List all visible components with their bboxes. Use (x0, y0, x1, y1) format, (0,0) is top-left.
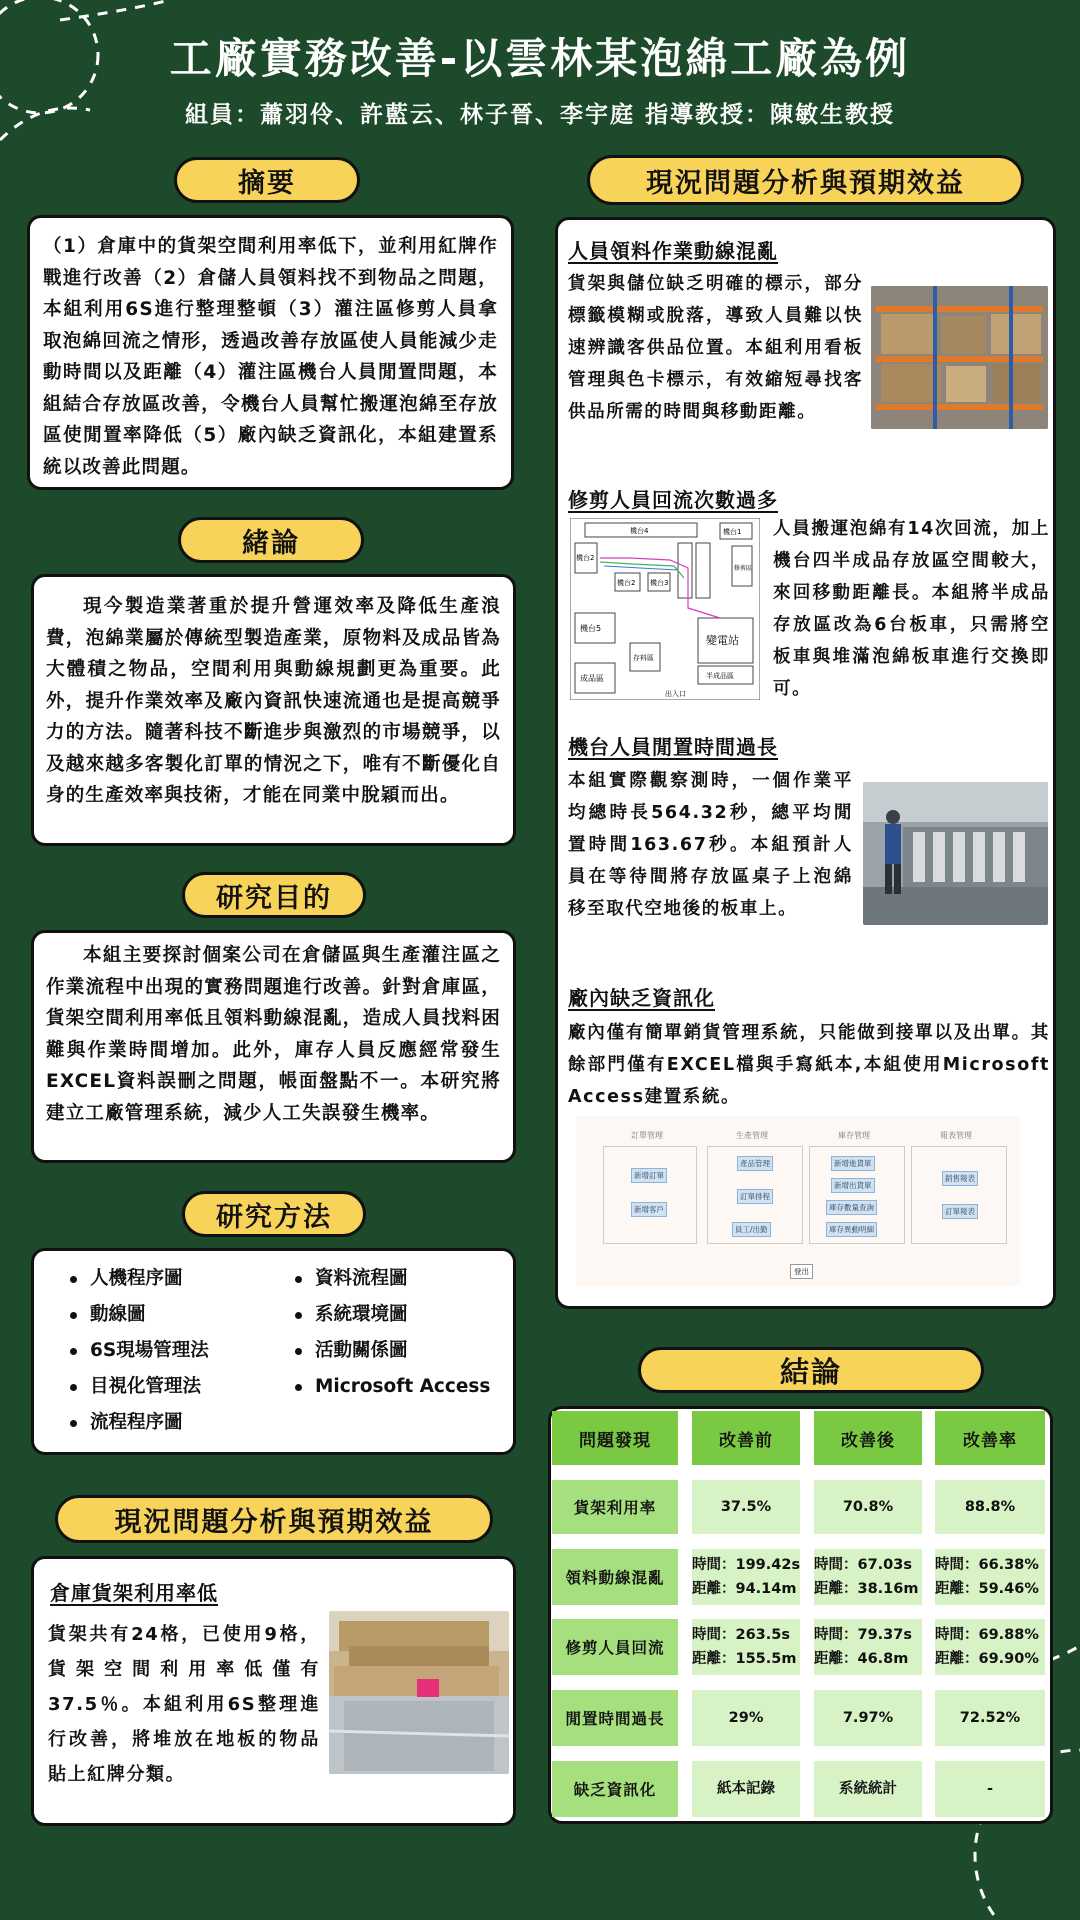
table-cell: 時間：67.03s 距離：38.16m (814, 1549, 922, 1605)
row-label: 修剪人員回流 (552, 1619, 678, 1675)
table-header: 改善前 (692, 1411, 800, 1465)
map-trim-area: 修剪區 (734, 565, 753, 572)
sys-col-title: 訂單管理 (631, 1131, 663, 1140)
purpose-card (31, 930, 516, 1163)
warehouse-shelf-photo (871, 286, 1048, 429)
abstract-heading: 摘要 (174, 157, 360, 203)
list-item: 活動關係圖 (293, 1333, 490, 1369)
sys-button[interactable]: 新增客戶 (631, 1202, 667, 1217)
map-finished-area: 成品區 (580, 674, 604, 683)
table-header: 改善率 (935, 1411, 1045, 1465)
sys-button[interactable]: 訂單報表 (942, 1204, 978, 1219)
table-cell: 系統統計 (814, 1761, 922, 1817)
table-header: 問題發現 (552, 1411, 678, 1465)
row-label: 領料動線混亂 (552, 1549, 678, 1605)
sys-button[interactable]: 庫存數量查詢 (826, 1200, 877, 1215)
map-machine4: 機台4 (630, 527, 649, 535)
purpose-heading: 研究目的 (182, 872, 366, 918)
list-item: 資料流程圖 (293, 1261, 490, 1297)
list-item: 動線圖 (68, 1297, 209, 1333)
s1-title: 人員領料作業動線混亂 (568, 239, 778, 263)
list-item: 流程程序圖 (68, 1405, 209, 1441)
map-machine2: 機台2 (617, 579, 636, 587)
s2-text: 人員搬運泡綿有14次回流，加上機台四半成品存放區空間較大，來回移動距離長。本組將半成品存放區改為6台板車，只需將空板車與堆滿泡綿板車進行交換即可。 (773, 519, 1050, 699)
factory-layout-map (570, 518, 760, 700)
list-item: 系統環境圖 (293, 1297, 490, 1333)
sys-button[interactable]: 庫存異動明細 (826, 1222, 877, 1237)
table-cell: 時間：79.37s 距離：46.8m (814, 1619, 922, 1675)
map-machine5: 機台5 (580, 624, 602, 633)
map-stock-area: 存料區 (633, 654, 654, 662)
sys-button[interactable]: 新增訂單 (631, 1168, 667, 1183)
poster-subtitle: 組員：蕭羽伶、許藍云、林子晉、李宇庭 指導教授：陳敏生教授 (184, 102, 895, 128)
s4-text: 廠內僅有簡單銷貨管理系統，只能做到接單以及出單。其餘部門僅有EXCEL檔與手寫紙本,本組使用Microsoft Access建置系統。 (568, 1023, 1050, 1107)
s3-text: 本組實際觀察測時，一個作業平均總時長564.32秒，總平均閒置時間163.67秒。本組預計人員在等待間將存放區桌子上泡綿移至取代空地後的板車上。 (568, 771, 853, 919)
s4-title: 廠內缺乏資訊化 (568, 986, 715, 1010)
methods-right-list (293, 1261, 490, 1405)
map-semi-area: 半成品區 (706, 672, 734, 680)
table-cell: 70.8% (814, 1480, 922, 1534)
s1-text: 貨架與儲位缺乏明確的標示，部分標籤模糊或脫落，導致人員難以快速辨識客供品位置。本組利用看板管理與色卡標示，有效縮短尋找客供品所需的時間與移動距離。 (568, 274, 863, 422)
table-cell: 紙本記錄 (692, 1761, 800, 1817)
table-cell: 時間：199.42s 距離：94.14m (692, 1549, 800, 1605)
abstract-text: （1）倉庫中的貨架空間利用率低下，並利用紅牌作戰進行改善（2）倉儲人員領料找不到物品之問題，本組利用6S進行整理整頓（3）灌注區修剪人員拿取泡綿回流之情形，透過改善存放區使人員能減少走動時間以及距離（4）灌注區機台人員閒置問題，本組結合存放區改善，令機台人員幫忙搬運泡綿至存放區使閒置率降低（5）廠內缺乏資訊化，本組建置系統以改善此問題。 (43, 236, 498, 478)
table-cell: 72.52% (935, 1690, 1045, 1746)
map-machine2-left: 機台2 (576, 554, 595, 562)
table-cell: 7.97% (814, 1690, 922, 1746)
table-header: 改善後 (814, 1411, 922, 1465)
right-analysis-heading: 現況問題分析與預期效益 (587, 155, 1024, 205)
sys-button[interactable]: 產品管理 (737, 1156, 773, 1171)
machine-operator-photo (863, 782, 1048, 925)
table-cell: 29% (692, 1690, 800, 1746)
left-analysis-subheading: 倉庫貨架利用率低 (50, 1581, 218, 1605)
intro-text: 現今製造業著重於提升營運效率及降低生產浪費，泡綿業屬於傳統型製造產業，原物料及成品皆為大體積之物品，空間利用與動線規劃更為重要。此外，提升作業效率及廠內資訊快速流通也是提高競爭力的方法。隨著科技不斷進步與激烈的市場競爭，以及越來越多客製化訂單的情況之下，唯有不斷優化自身的生產效率與技術，才能在同業中脫穎而出。 (46, 596, 501, 806)
table-cell: 37.5% (692, 1480, 800, 1534)
list-item: 目視化管理法 (68, 1369, 209, 1405)
methods-card (31, 1248, 516, 1455)
s3-title: 機台人員閒置時間過長 (568, 735, 778, 759)
purpose-text: 本組主要探討個案公司在倉儲區與生產灌注區之作業流程中出現的實務問題進行改善。針對倉庫區，貨架空間利用率低且領料動線混亂，造成人員找料困難與作業時間增加。此外，庫存人員反應經常發生EXCEL資料誤刪之問題，帳面盤點不一。本研究將建立工廠管理系統，減少人工失誤發生機率。 (46, 945, 501, 1124)
right-analysis-card (555, 217, 1056, 1309)
sys-button[interactable]: 銷售報表 (942, 1171, 978, 1186)
list-item: 6S現場管理法 (68, 1333, 209, 1369)
row-label: 缺乏資訊化 (552, 1761, 678, 1817)
s2-title: 修剪人員回流次數過多 (568, 488, 778, 512)
methods-left-list (68, 1261, 209, 1441)
table-cell: 時間：69.88% 距離：69.90% (935, 1619, 1045, 1675)
map-machine1: 機台1 (723, 528, 742, 536)
map-entrance: 出入口 (665, 690, 686, 698)
row-label: 貨架利用率 (552, 1480, 678, 1534)
list-item: Microsoft Access (293, 1369, 490, 1405)
sys-button[interactable]: 新增進貨單 (831, 1156, 875, 1171)
system-screenshot (576, 1116, 1020, 1286)
sys-col-title: 庫存管理 (838, 1131, 870, 1140)
intro-heading: 緒論 (178, 517, 364, 563)
table-cell: - (935, 1761, 1045, 1817)
sys-logout-button[interactable]: 登出 (790, 1264, 813, 1279)
left-analysis-heading: 現況問題分析與預期效益 (55, 1495, 493, 1543)
sys-button[interactable]: 訂單排程 (737, 1189, 773, 1204)
map-substation: 變電站 (706, 634, 739, 647)
sys-col-title: 生產管理 (736, 1131, 768, 1140)
abstract-card (27, 215, 514, 490)
table-cell: 時間：263.5s 距離：155.5m (692, 1619, 800, 1675)
table-cell: 時間：66.38% 距離：59.46% (935, 1549, 1045, 1605)
sys-button[interactable]: 員工/出勤 (732, 1222, 771, 1237)
cardboard-stack-photo (329, 1611, 509, 1774)
row-label: 閒置時間過長 (552, 1690, 678, 1746)
left-analysis-card (31, 1556, 516, 1826)
methods-heading: 研究方法 (182, 1191, 366, 1237)
sys-button[interactable]: 新增出貨單 (831, 1178, 875, 1193)
list-item: 人機程序圖 (68, 1261, 209, 1297)
map-machine3: 機台3 (650, 579, 669, 587)
poster-title: 工廠實務改善-以雲林某泡綿工廠為例 (169, 34, 911, 83)
conclusion-heading: 結論 (638, 1347, 984, 1393)
left-analysis-text: 貨架共有24格，已使用9格，貨架空間利用率低僅有37.5％。本組利用6S整理進行改善，將堆放在地板的物品貼上紅牌分類。 (48, 1624, 320, 1785)
intro-card (31, 574, 516, 846)
table-cell: 88.8% (935, 1480, 1045, 1534)
sys-col-title: 報表管理 (940, 1131, 972, 1140)
